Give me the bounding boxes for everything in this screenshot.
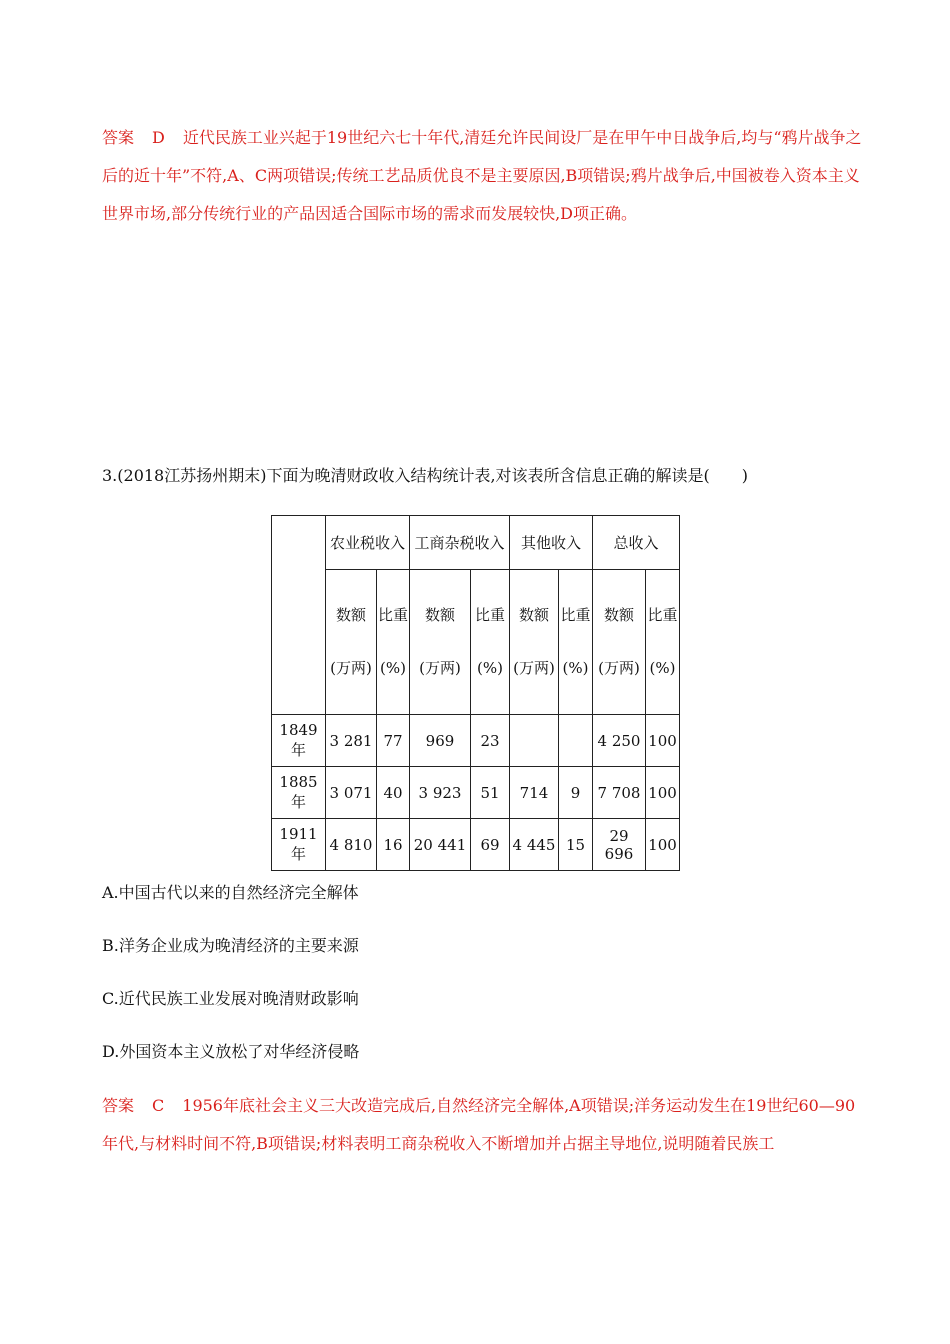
answer-key: D: [152, 128, 165, 147]
header-total: 总收入: [593, 516, 680, 570]
question-stem: 3.(2018江苏扬州期末)下面为晚清财政收入结构统计表,对该表所含信息正确的解读是( ): [102, 466, 749, 485]
table-cell: 3 281: [326, 715, 377, 767]
table-cell: 3 071: [326, 767, 377, 819]
table-row: [272, 819, 680, 871]
table-cell: 23: [471, 715, 510, 767]
table-cell: 714: [510, 767, 559, 819]
table-cell: 100: [646, 715, 680, 767]
subheader-amount: 数额 (万两): [510, 570, 559, 715]
table-cell: 100: [646, 819, 680, 871]
table-cell: 4 810: [326, 819, 377, 871]
option-d[interactable]: D.外国资本主义放松了对华经济侵略: [102, 1042, 360, 1061]
table-row: [272, 715, 680, 767]
option-c[interactable]: C.近代民族工业发展对晚清财政影响: [102, 989, 359, 1008]
table-corner: [272, 516, 326, 715]
answer-explanation: 近代民族工业兴起于19世纪六七十年代,清廷允许民间设厂是在甲午中日战争后,均与“鸦片战争之后的近十年”不符,A、C两项错误;传统工艺品质优良不是主要原因,B项错误;鸦片战争后,中国被卷入资本主义世界市场,部分传统行业的产品因适合国际市场的需求而发展较快,D项正确。: [102, 128, 862, 223]
table-cell: 69: [471, 819, 510, 871]
subheader-share: 比重 (%): [377, 570, 410, 715]
table-cell: [559, 715, 593, 767]
answer-label: 答案: [102, 128, 135, 147]
subheader-share: 比重 (%): [646, 570, 680, 715]
answer-1: [102, 119, 862, 233]
table-cell: [510, 715, 559, 767]
row-year: 1849年: [272, 715, 326, 767]
table-cell: 77: [377, 715, 410, 767]
option-b[interactable]: B.洋务企业成为晚清经济的主要来源: [102, 936, 359, 955]
table-cell: 4 445: [510, 819, 559, 871]
table-cell: 51: [471, 767, 510, 819]
subheader-share: 比重 (%): [559, 570, 593, 715]
table-cell: 3 923: [410, 767, 471, 819]
table-cell: 4 250: [593, 715, 646, 767]
table-cell: 29 696: [593, 819, 646, 871]
table-cell: 969: [410, 715, 471, 767]
row-year: 1885年: [272, 767, 326, 819]
answer-key: C: [152, 1096, 165, 1115]
answer-explanation: 1956年底社会主义三大改造完成后,自然经济完全解体,A项错误;洋务运动发生在19世纪60—90年代,与材料时间不符,B项错误;材料表明工商杂税收入不断增加并占据主导地位,说明随着民族工: [102, 1096, 856, 1153]
answer-2: [102, 1087, 862, 1163]
table-row: [272, 767, 680, 819]
subheader-amount: 数额 (万两): [326, 570, 377, 715]
table-cell: 15: [559, 819, 593, 871]
row-year: 1911年: [272, 819, 326, 871]
header-agri: 农业税收入: [326, 516, 410, 570]
header-other: 其他收入: [510, 516, 593, 570]
table-cell: 100: [646, 767, 680, 819]
table-cell: 7 708: [593, 767, 646, 819]
subheader-amount: 数额 (万两): [410, 570, 471, 715]
table-cell: 9: [559, 767, 593, 819]
answer-label: 答案: [102, 1096, 135, 1115]
subheader-share: 比重 (%): [471, 570, 510, 715]
header-commerce: 工商杂税收入: [410, 516, 510, 570]
table-cell: 20 441: [410, 819, 471, 871]
table-cell: 16: [377, 819, 410, 871]
subheader-amount: 数额 (万两): [593, 570, 646, 715]
option-a[interactable]: A.中国古代以来的自然经济完全解体: [102, 883, 359, 902]
revenue-table: [271, 515, 680, 871]
table-cell: 40: [377, 767, 410, 819]
